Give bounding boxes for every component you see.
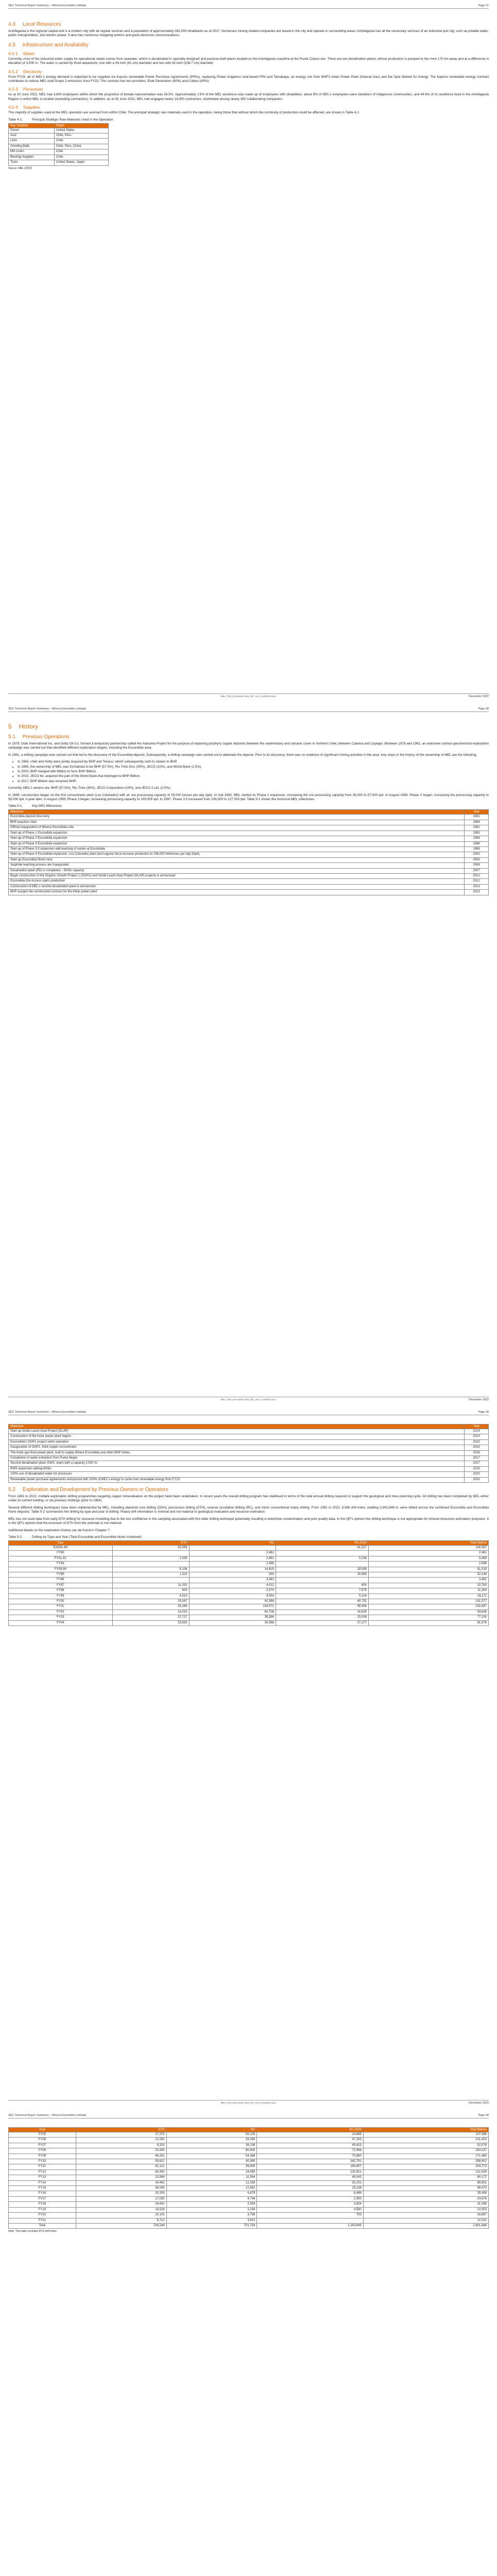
table-caption: Table 5-2. Drilling by Type and Year (Total Escondida and Escondida Norte combined) [8, 1535, 142, 1539]
table-total-row: Total 726,244 721,754 1,243,849 2,691,848 [9, 2223, 489, 2228]
table-row: FY99 4,513 9,554 5,104 19,171 [9, 1594, 489, 1599]
table-header-cell: Total Metres [369, 1540, 489, 1545]
table-row: Tyres United States, Japan [9, 160, 109, 165]
table-row: FY08 20,340 60,800 72,996 154,137 [9, 2148, 489, 2154]
table-row: FY15 38,083 12,652 19,138 69,473 [9, 2186, 489, 2191]
paragraph: From 1981 to 2022, multiple exploration drilling programmes targeting copper mineralisation on the project have been undertaken. In recent years the overall drilling program has stabilised in terms of the total annual drilling required to support the geological and mine planning cycle. All drilling has been completed by MEL either under its current holding, or via previous holdings (prior to 1984). [8, 1495, 489, 1503]
header-title: SEC Technical Report Summary – Minera Escondida Limitada [8, 4, 87, 7]
paragraph: From FY23, all of MEL's energy demand is expected to be supplied via Kaynos renewable Power Purchase Agreements (PPAs), replacing Power Angamos coal-based PPA and Tamakaya, an energy mix from BHP's Kelar Power Plant (Natural Gas) and the Spot Market for energy. The Kaynos renewable energy contract contributes to reduce MEL total Scope 2 emissions from FY23. This contract has two providers, Enel Generation (60%) and Colbun (40%). [8, 75, 489, 83]
table-row: Start-up of Phase 1 Escondida expansion 1993 [9, 831, 489, 836]
subsection-heading: 4.5.2 Electricity [8, 69, 42, 74]
table-row: FY90 2,461 2,461 [9, 1551, 489, 1556]
table-row: FY93-94 8,106 14,815 28,098 51,019 [9, 1567, 489, 1572]
table-row: FY00 19,167 42,388 40,792 101,377 [9, 1599, 489, 1604]
table-row: 100% use of desalinated water for processes 2020 [9, 1472, 489, 1477]
paragraph: Antofagasta is the regional capital and is a modern city with all regular services and a population of approximately 362,000 inhabitants as of 2017. Numerous mining-related companies are based in the city and operate in surrounding areas. Antofagasta has all the necessary services of an industrial port city, such as potable water, public transportation, and electric power. It also has numerous shopping centres and good electronic communications. [8, 29, 489, 38]
table-row: Start-up of Phase 2 Escondida expansion 1994 [9, 836, 489, 841]
footer-filename: MEL_TRS_December 2022_MT_rev4_LOOKED.docx [220, 695, 277, 698]
table-row: Official inauguration of Minera Escondida Ltda. 1991 [9, 825, 489, 831]
page-header [8, 2114, 489, 2119]
subsection-heading: 4.5.1 Water [8, 50, 35, 56]
table-row: FY21 6,712 3,610 10,322 [9, 2218, 489, 2223]
document-page [0, 703, 497, 1406]
table-row: Desalination plant (PD) is completed – 500l/s capacity 2007 [9, 868, 489, 873]
table-row: FY01 33,169 103,572 95,956 232,697 [9, 1604, 489, 1609]
milestones-table [8, 809, 489, 895]
table-row: FY13 23,566 11,564 45,042 80,172 [9, 2175, 489, 2180]
table-row: Construction of MEL's second desalination plant is announced 2013 [9, 884, 489, 889]
header-title: SEC Technical Report Summary – Minera Escondida Limitada [8, 707, 87, 710]
footer-date: December 2022 [468, 1398, 489, 1401]
table-row: FY17 17,030 4,746 2,900 24,676 [9, 2196, 489, 2201]
footer-date: December 2022 [468, 2102, 489, 2105]
table-row: Lime Chile [9, 139, 109, 144]
section-heading: 5.1 Previous Operations [8, 734, 70, 740]
table-row: Start-up Oxide Leach Area Project (OLAP) 2014 [9, 1429, 489, 1434]
table-header-cell: Year [9, 2128, 76, 2132]
table-note: Note: This table excludes DTH drill holes. [8, 2230, 58, 2233]
table-row: FY03 22,727 39,386 15,008 77,100 [9, 1615, 489, 1620]
list-item: • In 2003, BHP merged with Billiton to form BHP Billiton. [18, 770, 489, 774]
table-row: FY93 2,998 2,998 [9, 1562, 489, 1567]
table-row: Escondida's OGP1 project starts operation 2015 [9, 1439, 489, 1445]
header-title: SEC Technical Report Summary – Minera Escondida Limitada [8, 2114, 87, 2117]
chapter-heading: 5 History [8, 723, 39, 730]
list-item: • In 1984, Utah and Getty were jointly acquired by BHP and Texaco, which subsequently sold its shares to BHP. [18, 760, 489, 764]
table-header-cell: RC [189, 1540, 276, 1545]
table-header-cell: Origin [54, 123, 108, 128]
table-row: Completion of water extraction from Punta Negra 2017 [9, 1456, 489, 1461]
table-row: Blasting Supplies Chile [9, 155, 109, 160]
table-row: Start-up of Phase 3 Escondida expansion 1996 [9, 841, 489, 846]
page-footer [8, 693, 489, 698]
paragraph: In 1978, Utah International Inc. and Getty Oil Co. formed a temporary partnership called the Atacama Project for the purpose of exploring porphyry copper deposits between the sedimentary and volcanic cover in northern Chile, between Calama and Copiapó. Between 1978 and 1981, an extensive surface geochemical exploration campaign was carried out that identified different exploration targets, including the Escondida area. [8, 742, 489, 750]
table-row: FY98 805 2,570 7,975 11,350 [9, 1588, 489, 1594]
table-row: Begin construction of the Organic Growth Project 1 (OGP1) and Oxide Leach Area Project (OLAP) projects is announced 2012 [9, 873, 489, 878]
list-item: • In 1985, the ownership of MEL was formalised to be BHP (57.5%); Rio Tinto Zinc (30%), JECO (10%), and World Bank (2.5%). [18, 765, 489, 769]
table-row: FY04 23,933 30,368 27,277 81,578 [9, 1620, 489, 1625]
table-row: Start-up Escondida Norte mine 2005 [9, 857, 489, 862]
table-row: Inauguration of OGP1, third copper concentrator. 2016 [9, 1445, 489, 1450]
table-caption: Table 4-1. Principal Strategic Raw Materials Used in the Operation [8, 117, 113, 122]
subsection-heading: 4.5.3 Personnel [8, 87, 43, 92]
footer-filename: MEL_TRS_December 2022_MT_rev4_LOOKED.docx [220, 1398, 277, 1401]
table-row: FY10 55,621 40,390 262,791 358,802 [9, 2159, 489, 2164]
table-row: FY09 46,251 54,368 70,880 171,490 [9, 2154, 489, 2159]
table-row: BHP acquires Utah 1984 [9, 820, 489, 825]
table-row: FY02 16,015 60,708 16,925 93,648 [9, 1609, 489, 1615]
table-header-cell: RC [166, 2128, 257, 2132]
table-row: Acid Chile, Peru [9, 133, 109, 139]
page-number: Page 39 [478, 1411, 489, 1414]
table-row: FY14 24,462 12,158 32,231 68,851 [9, 2180, 489, 2185]
paragraph: In 1981, a drilling campaign was carried out that led to the discovery of the Escondida deposit. Subsequently, a drilling campaign was carried out to delineate the deposit. Prior to its discovery, there was no evidence of significant mining activities in the area. Key steps in the history of the ownership of MEL are the following: [8, 753, 477, 757]
section-heading: 5.2 Exploration and Development by Previous Owners or Operators [8, 1487, 168, 1493]
paragraph: MEL has not used data from early DTH drilling for resource modelling due to the low confidence in the sampling associated with this older drilling technique potentially resulting in downhole contamination and poor quality data. In the QP's opinion this drilling technique is not appropriate for mineral resources estimation purposes. It is the QP's opinion that the exclusion of DTH from the estimate is not material. [8, 1517, 489, 1526]
footer-date: December 2022 [468, 695, 489, 698]
table-row: FY18 24,841 2,594 3,654 31,089 [9, 2202, 489, 2207]
page-header [8, 707, 489, 712]
table-row: Grinding Balls Chile, Peru, China [9, 144, 109, 149]
table-row: Start-up of Phase 4 Escondida expansion, Los Colorados plant and Laguna Seca increase production to 236,000 kilotonnes per day (ktpd). 2002 [9, 852, 489, 857]
drilling-table-continued [8, 2127, 489, 2229]
table-header-cell: Year [465, 810, 489, 815]
subsection-heading: 4.5.4 Supplies [8, 105, 40, 110]
page-footer [8, 1397, 489, 1401]
table-row: EWS expansion adding 833l/s 2019 [9, 1466, 489, 1471]
table-row: FY16 20,335 6,679 8,486 35,499 [9, 2191, 489, 2196]
header-title: SEC Technical Report Summary – Minera Escondida Limitada [8, 1411, 87, 1414]
document-page [0, 2110, 497, 2576]
table-caption: Table 5-1. Key MEL Milestones [8, 804, 62, 808]
paragraph: The majority of supplies used at the MEL operation are sourced from within Chile. The principal strategic raw materials used in the operation, being those that without which the continuity of production could be affected, are shown in Table 4-1. [8, 111, 360, 115]
table-row: EXP81-89 55,059 61,527 116,587 [9, 1545, 489, 1550]
page-header [8, 4, 489, 9]
paragraph: In 1989, construction began on the first concentrator plant (Los Colorados) with an ore processing capacity of 35,000 tonnes per day (tpd). In mid-1993, MEL started its Phase 1 expansion, increasing the ore processing capacity from 35,000 to 57,500 tpd. In August 1994, Phase 2 began, increasing the processing capacity to 55,000 tpd. A year later, in August 1995, Phase 3 began, increasing processing capacity to 105,000 tpd. In 1997, Phase 3.5 increased from 105,000 to 127,500 tpd. Table 5-1 shows the historical MEL milestones. [8, 793, 489, 802]
table-header-cell: Total Metres [363, 2128, 488, 2132]
table-header-cell: Milestone [9, 1425, 465, 1429]
table-row: Escondida deposit discovery 1981 [9, 815, 489, 820]
table-row: FY95 1,323 250 30,565 32,138 [9, 1572, 489, 1577]
table-row: Construction of the Kelar power plant begins 2014 [9, 1434, 489, 1439]
table-row: Start-up of Phase 3.5 expansion add leaching of oxides at Escondida. 1998 [9, 846, 489, 852]
table-row: The Kelar gas-fired power plant, built to supply Minera Escondida and other BHP mines. 2016 [9, 1450, 489, 1455]
table-row: FY97 11,152 4,012 600 15,763 [9, 1583, 489, 1588]
milestones-table-continued [8, 1424, 489, 1483]
list-item: • In 2010, JECO ltd. acquired the part of the World Bank that belonged to BHP Billiton. [18, 774, 489, 778]
table-row: FY19 14,529 3,194 4,580 22,303 [9, 2207, 489, 2212]
paragraph: As at 30 June 2022, MEL had 3,800 employees within which the proportion of female representation was 26.5%. Approximately 1.5% of the MEL workforce was made up of employees with disabilities, about 9% of MEL's employees were members of indigenous communities, and 44.6% of its workforce lived in the Antofagasta Region in which MEL is located (excluding contractors). In addition, as at 30 June 2022, MEL had engaged nearly 14,000 contractors, distributed among nearly 350 collaborating companies. [8, 93, 489, 101]
table-row: Mill Liners Chile [9, 149, 109, 155]
table-row: Renewable power purchase agreements announced with 100% of MEL's energy to come from renewable energy from FY23 2020 [9, 1477, 489, 1482]
table-row: Escondida Ore Access starts production 2012 [9, 879, 489, 884]
paragraph: Currently, MEL's owners are: BHP (57.5%), Rio Tinto (30%), JECO Corporation (10%), and JECO 2 Ltd. (2.5%). [8, 786, 172, 790]
table-header-cell: DTH [112, 1540, 189, 1545]
table-header-cell: RC-DDH [257, 2128, 363, 2132]
table-row: FY12 83,492 24,595 102,921 211,009 [9, 2170, 489, 2175]
table-row: Second desalination plant, EWS, starts with a capacity 2,500 l/s 2017 [9, 1461, 489, 1466]
table-row: FY96 3,462 3,462 [9, 1578, 489, 1583]
table-row: Sulphide leaching process are inaugurated 2006 [9, 863, 489, 868]
table-header-cell: DTH [76, 2128, 166, 2132]
section-heading: 4.5 Infrastructure and Availability [8, 42, 89, 48]
page-number: Page 38 [478, 707, 489, 710]
table-header-cell: Year [9, 1540, 113, 1545]
table-row: FY11 62,121 38,849 163,807 264,773 [9, 2164, 489, 2170]
section-heading: 4.4 Local Resources [8, 22, 61, 27]
table-header-cell: RC-DDH [276, 1540, 368, 1545]
table-row: Diesel United States [9, 128, 109, 133]
table-row: BHP assigns the construction contract for the Kelar power plant 2013 [9, 890, 489, 895]
table-header-cell: Milestone [9, 810, 465, 815]
paragraph: Several different drilling techniques have been implemented by MEL, including diamond core drilling (DDH), percussion drilling (DTH), reverse circulation drilling (RC), and minor conventional rotary drilling. From 1981 to 2022, 8,586 drill holes, totalling 2,691,848 m, were drilled across the combined Escondida and Escondida Norte deposits. Table 5-2 summarizes the drilling by type and year of drilling. Rotary drill information is minimal and not material to geological evaluation and resource estimation. [8, 1505, 489, 1514]
table-row: FY91-92 1,339 2,962 5,158 9,469 [9, 1556, 489, 1561]
page-footer [8, 2100, 489, 2105]
table-header-cell: Key Supplies [9, 123, 55, 128]
page-number: Page 40 [478, 2114, 489, 2117]
page-header [8, 1411, 489, 1415]
table-source: Source: MEL (2022) [8, 166, 32, 170]
table-row: FY06 21,050 33,056 47,255 101,403 [9, 2138, 489, 2143]
table-row: FY07 9,315 36,138 45,625 92,078 [9, 2143, 489, 2148]
list-item: • In 2017, BHP Billiton was renamed BHP. [18, 779, 489, 784]
footer-filename: MEL_TRS_December 2022_MT_rev4_LOOKED.docx [220, 2102, 277, 2104]
drilling-table [8, 1540, 489, 1626]
document-page [0, 0, 497, 703]
supplies-table [8, 123, 109, 166]
paragraph: Additional details on the exploration history can be found in Chapter 7. [8, 1528, 111, 1532]
paragraph: Currently, most of the industrial water supply for operational needs comes from seawater, which is desalinated in specially designed and purpose-built plants located on the Antofagasta coastline at the Punta Coloso site. There are two desalination plants, whose production is pumped to the mine 170 km away and at a difference in elevation of 3,000 m. The water is carried by three aqueducts; one with a 24-inch (61 cm) diameter and two with 42-inch (106.7 cm) diameter. [8, 57, 489, 65]
table-row: FY20 14,141 3,756 793 18,657 [9, 2213, 489, 2218]
bullet-list [13, 760, 489, 784]
page-number: Page 37 [478, 4, 489, 7]
document-page [0, 1406, 497, 2110]
table-row: FY05 27,375 55,135 24,886 107,396 [9, 2132, 489, 2138]
table-header-cell: Year [465, 1425, 489, 1429]
